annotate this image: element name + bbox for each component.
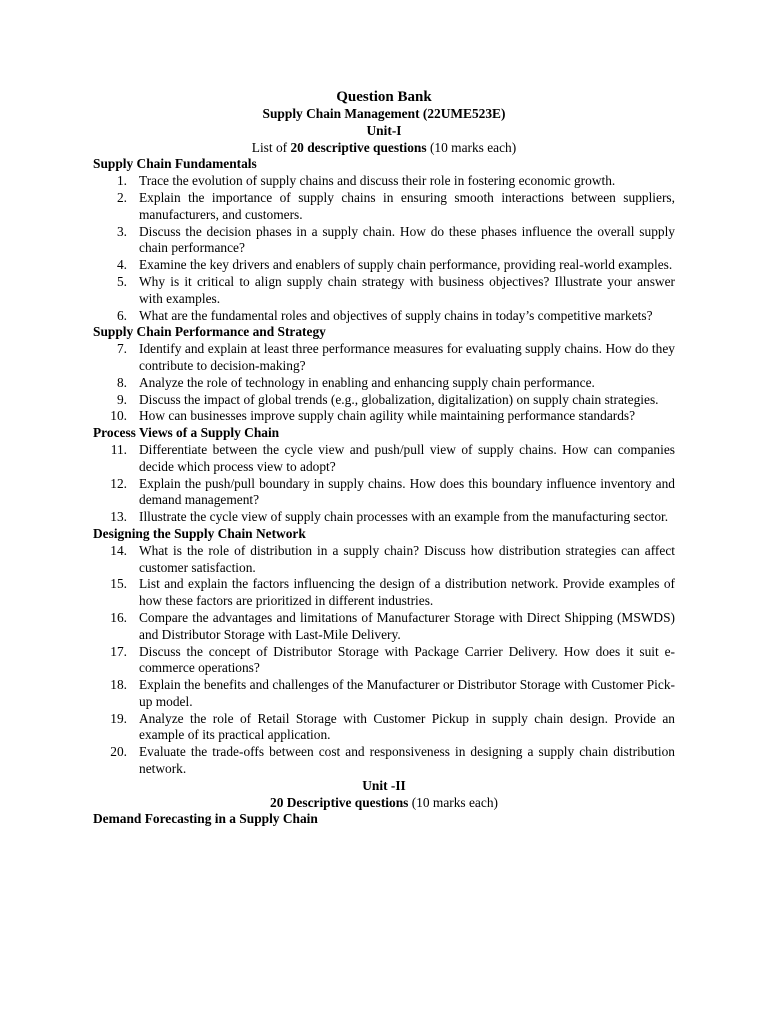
question-number: 8.: [116, 374, 127, 390]
question-text: Illustrate the cycle view of supply chain processes with an example from the manufacturing sector.: [139, 509, 669, 525]
question-number: 12.: [110, 475, 127, 491]
question-text: Why is it critical to align supply chain strategy with business objectives? Illustrate your answer with examples.: [139, 273, 675, 306]
question-text: List and explain the factors influencing the design of a distribution network. Provide examples of how these factors are prioritized in different industries.: [139, 576, 675, 609]
section-heading: Designing the Supply Chain Network: [93, 525, 306, 541]
question-list: [93, 543, 675, 778]
unit-intro: [93, 140, 675, 157]
question-item: [93, 190, 675, 224]
question-text: Differentiate between the cycle view and push/pull view of supply chains. How can companies decide which process view to adopt?: [139, 441, 675, 474]
question-number: 7.: [116, 341, 127, 357]
question-item: [93, 173, 675, 190]
doc-title: Question Bank: [336, 89, 432, 105]
section-heading: Supply Chain Performance and Strategy: [93, 324, 326, 340]
question-text: How can businesses improve supply chain agility while maintaining performance standards?: [139, 408, 636, 424]
question-text: Evaluate the trade-offs between cost and responsiveness in designing a supply chain distribution network.: [139, 744, 675, 777]
question-number: 14.: [110, 542, 127, 558]
question-text: Discuss the concept of Distributor Storage with Package Carrier Delivery. How does it suit e-commerce operations?: [139, 643, 675, 676]
question-text: Compare the advantages and limitations of Manufacturer Storage with Direct Shipping (MSWDS) and Distributor Storage with Last-Mile Delivery.: [139, 609, 675, 642]
question-number: 19.: [110, 710, 127, 726]
question-item: [93, 274, 675, 308]
question-number: 6.: [116, 307, 127, 323]
question-item: [93, 224, 675, 258]
question-text: Analyze the role of Retail Storage with Customer Pickup in supply chain design. Provide an example of its practical application.: [139, 710, 675, 743]
question-item: [93, 744, 675, 778]
question-number: 13.: [110, 509, 127, 525]
question-number: 15.: [110, 576, 127, 592]
question-item: [93, 644, 675, 678]
question-list: [93, 442, 675, 526]
question-number: 18.: [110, 677, 127, 693]
question-text: What are the fundamental roles and objectives of supply chains in today’s competitive markets?: [139, 307, 653, 323]
question-item: [93, 711, 675, 745]
course-title: Supply Chain Management (22UME523E): [262, 106, 506, 121]
unit2-intro-bold: 20 Descriptive questions: [270, 794, 409, 810]
question-text: Examine the key drivers and enablers of supply chain performance, providing real-world examples.: [139, 257, 673, 273]
question-item: [93, 375, 675, 392]
question-number: 5.: [116, 273, 127, 289]
question-number: 4.: [116, 257, 127, 273]
question-item: [93, 442, 675, 476]
question-item: [93, 610, 675, 644]
question-text: Discuss the impact of global trends (e.g., globalization, digitalization) on supply chain strategies.: [139, 391, 659, 407]
question-text: Explain the push/pull boundary in supply chains. How does this boundary influence inventory and demand management?: [139, 475, 675, 508]
question-text: Trace the evolution of supply chains and discuss their role in fostering economic growth.: [139, 173, 616, 189]
question-item: [93, 392, 675, 409]
intro-bold: 20 descriptive questions: [290, 139, 427, 155]
question-item: [93, 576, 675, 610]
question-text: What is the role of distribution in a supply chain? Discuss how distribution strategies can affect customer satisfaction.: [139, 542, 675, 575]
section-heading: Process Views of a Supply Chain: [93, 425, 280, 441]
question-item: [93, 308, 675, 325]
question-number: 11.: [110, 441, 127, 457]
question-number: 16.: [110, 609, 127, 625]
question-number: 2.: [116, 189, 127, 205]
question-item: [93, 408, 675, 425]
question-item: [93, 476, 675, 510]
question-text: Explain the importance of supply chains in ensuring smooth interactions between suppliers, manufacturers, and customers.: [139, 189, 675, 222]
question-number: 9.: [116, 391, 127, 407]
question-number: 3.: [116, 223, 127, 239]
section-heading: Demand Forecasting in a Supply Chain: [93, 811, 318, 827]
question-text: Analyze the role of technology in enabling and enhancing supply chain performance.: [139, 374, 595, 390]
question-text: Identify and explain at least three performance measures for evaluating supply chains. How do they contribute to decision-making?: [139, 341, 675, 373]
unit2-intro: [93, 795, 675, 812]
unit-title: Unit-I: [366, 122, 402, 138]
question-list: [93, 341, 675, 425]
question-number: 17.: [110, 643, 127, 659]
question-text: Discuss the decision phases in a supply chain. How do these phases influence the overall supply chain performance?: [139, 223, 675, 256]
question-number: 20.: [110, 744, 127, 760]
unit2-intro-suffix: (10 marks each): [408, 794, 498, 810]
unit2-title: Unit -II: [362, 777, 406, 793]
section-heading: Supply Chain Fundamentals: [93, 156, 257, 172]
question-item: [93, 677, 675, 711]
question-item: [93, 509, 675, 526]
question-item: [93, 341, 675, 375]
question-item: [93, 257, 675, 274]
intro-suffix: (10 marks each): [426, 139, 517, 155]
question-text: Explain the benefits and challenges of the Manufacturer or Distributor Storage with Customer Pick-up model.: [139, 677, 675, 709]
question-list: [93, 173, 675, 324]
document-page: [93, 88, 675, 828]
question-number: 10.: [110, 408, 127, 424]
intro-prefix: List of: [251, 139, 291, 155]
question-number: 1.: [116, 173, 127, 189]
question-item: [93, 543, 675, 577]
